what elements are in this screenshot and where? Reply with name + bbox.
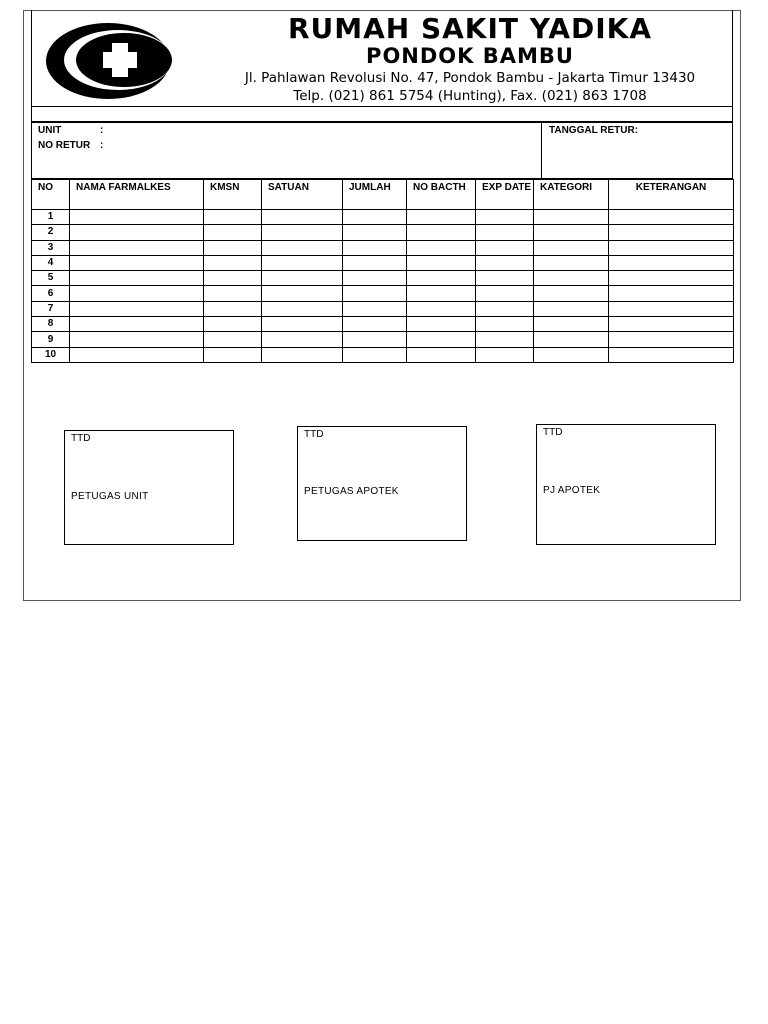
table-cell[interactable]	[534, 347, 609, 362]
table-header-row	[32, 180, 734, 210]
table-row	[32, 317, 734, 332]
row-number: 8	[32, 317, 70, 332]
table-cell[interactable]	[70, 271, 204, 286]
table-cell[interactable]	[407, 347, 476, 362]
table-cell[interactable]	[70, 332, 204, 347]
row-number: 6	[32, 286, 70, 301]
table-cell[interactable]	[534, 240, 609, 255]
table-cell[interactable]	[476, 210, 534, 225]
table-row	[32, 271, 734, 286]
row-number: 2	[32, 225, 70, 240]
table-cell[interactable]	[204, 271, 262, 286]
signer-role: PETUGAS UNIT	[71, 491, 149, 502]
row-number: 3	[32, 240, 70, 255]
table-cell[interactable]	[476, 240, 534, 255]
table-cell[interactable]	[204, 286, 262, 301]
table-cell[interactable]	[70, 225, 204, 240]
table-cell[interactable]	[70, 210, 204, 225]
table-cell[interactable]	[476, 301, 534, 316]
table-cell[interactable]	[70, 240, 204, 255]
table-cell[interactable]	[262, 286, 343, 301]
signer-role: PETUGAS APOTEK	[304, 486, 399, 497]
table-cell[interactable]	[609, 332, 734, 347]
divider-band	[31, 107, 733, 122]
table-cell[interactable]	[70, 301, 204, 316]
table-cell[interactable]	[343, 332, 407, 347]
row-number: 10	[32, 347, 70, 362]
signature-box-petugas-apotek[interactable]	[297, 426, 467, 541]
table-row	[32, 286, 734, 301]
table-cell[interactable]	[262, 347, 343, 362]
hospital-branch: PONDOK BAMBU	[366, 44, 574, 68]
row-number: 5	[32, 271, 70, 286]
no-retur-field[interactable]: :	[100, 140, 104, 151]
info-divider	[541, 123, 542, 180]
table-cell[interactable]	[407, 255, 476, 270]
table-cell[interactable]	[204, 240, 262, 255]
table-cell[interactable]	[204, 225, 262, 240]
table-cell[interactable]	[343, 301, 407, 316]
table-cell[interactable]	[609, 210, 734, 225]
table-cell[interactable]	[262, 240, 343, 255]
table-cell[interactable]	[204, 210, 262, 225]
col-kategori: KATEGORI	[534, 180, 609, 210]
table-cell[interactable]	[407, 271, 476, 286]
col-no-bacth: NO BACTH	[407, 180, 476, 210]
table-row	[32, 255, 734, 270]
table-cell[interactable]	[204, 347, 262, 362]
col-nama-farmalkes: NAMA FARMALKES	[70, 180, 204, 210]
table-cell[interactable]	[204, 317, 262, 332]
col-satuan: SATUAN	[262, 180, 343, 210]
table-row	[32, 240, 734, 255]
table-cell[interactable]	[343, 225, 407, 240]
col-exp-date: EXP DATE	[476, 180, 534, 210]
hospital-phone: Telp. (021) 861 5754 (Hunting), Fax. (021) 863 1708	[293, 88, 647, 104]
table-cell[interactable]	[609, 271, 734, 286]
table-cell[interactable]	[70, 255, 204, 270]
table-cell[interactable]	[609, 240, 734, 255]
table-cell[interactable]	[407, 225, 476, 240]
unit-label: UNIT	[38, 125, 62, 136]
table-cell[interactable]	[343, 317, 407, 332]
table-cell[interactable]	[262, 317, 343, 332]
table-cell[interactable]	[407, 210, 476, 225]
table-cell[interactable]	[262, 225, 343, 240]
col-jumlah: JUMLAH	[343, 180, 407, 210]
table-cell[interactable]	[407, 301, 476, 316]
table-row	[32, 332, 734, 347]
table-cell[interactable]	[262, 301, 343, 316]
table-cell[interactable]	[534, 317, 609, 332]
table-cell[interactable]	[534, 255, 609, 270]
table-cell[interactable]	[262, 271, 343, 286]
table-cell[interactable]	[534, 271, 609, 286]
table-cell[interactable]	[70, 317, 204, 332]
table-cell[interactable]	[476, 225, 534, 240]
table-cell[interactable]	[407, 317, 476, 332]
row-number: 4	[32, 255, 70, 270]
table-row	[32, 210, 734, 225]
table-cell[interactable]	[609, 317, 734, 332]
col-kmsn: KMSN	[204, 180, 262, 210]
table-row	[32, 301, 734, 316]
table-cell[interactable]	[343, 286, 407, 301]
tanggal-retur-label: TANGGAL RETUR:	[549, 125, 639, 136]
table-cell[interactable]	[609, 347, 734, 362]
row-number: 7	[32, 301, 70, 316]
signer-role: PJ APOTEK	[543, 485, 601, 496]
table-cell[interactable]	[476, 255, 534, 270]
table-cell[interactable]	[407, 286, 476, 301]
table-cell[interactable]	[534, 332, 609, 347]
return-info-box	[31, 122, 733, 179]
table-cell[interactable]	[407, 240, 476, 255]
table-cell[interactable]	[534, 286, 609, 301]
table-cell[interactable]	[476, 271, 534, 286]
table-row	[32, 347, 734, 362]
table-cell[interactable]	[343, 347, 407, 362]
table-cell[interactable]	[476, 347, 534, 362]
unit-field[interactable]: :	[100, 125, 104, 136]
signature-box-pj-apotek[interactable]	[536, 424, 716, 545]
table-cell[interactable]	[343, 271, 407, 286]
table-cell[interactable]	[476, 286, 534, 301]
table-cell[interactable]	[262, 332, 343, 347]
table-cell[interactable]	[204, 301, 262, 316]
ttd-label: TTD	[71, 433, 91, 444]
signature-box-petugas-unit[interactable]	[64, 430, 234, 545]
ttd-label: TTD	[304, 429, 324, 440]
table-row	[32, 225, 734, 240]
table-cell[interactable]	[343, 240, 407, 255]
table-cell[interactable]	[534, 210, 609, 225]
table-cell[interactable]	[343, 210, 407, 225]
table-cell[interactable]	[476, 332, 534, 347]
col-keterangan: KETERANGAN	[609, 180, 734, 210]
table-cell[interactable]	[476, 317, 534, 332]
row-number: 9	[32, 332, 70, 347]
hospital-name: RUMAH SAKIT YADIKA	[287, 12, 653, 45]
return-items-table	[31, 179, 734, 363]
table-cell[interactable]	[609, 286, 734, 301]
table-cell[interactable]	[70, 347, 204, 362]
row-number: 1	[32, 210, 70, 225]
table-cell[interactable]	[609, 225, 734, 240]
table-cell[interactable]	[609, 301, 734, 316]
table-cell[interactable]	[262, 255, 343, 270]
table-cell[interactable]	[204, 255, 262, 270]
hospital-address: Jl. Pahlawan Revolusi No. 47, Pondok Bambu - Jakarta Timur 13430	[244, 70, 696, 86]
table-cell[interactable]	[609, 255, 734, 270]
table-cell[interactable]	[407, 332, 476, 347]
col-no: NO	[32, 180, 70, 210]
no-retur-label: NO RETUR	[38, 140, 91, 151]
table-cell[interactable]	[343, 255, 407, 270]
table-cell[interactable]	[204, 332, 262, 347]
cross-icon	[40, 18, 172, 104]
table-cell[interactable]	[534, 301, 609, 316]
table-cell[interactable]	[534, 225, 609, 240]
ttd-label: TTD	[543, 427, 563, 438]
table-cell[interactable]	[262, 210, 343, 225]
table-cell[interactable]	[70, 286, 204, 301]
